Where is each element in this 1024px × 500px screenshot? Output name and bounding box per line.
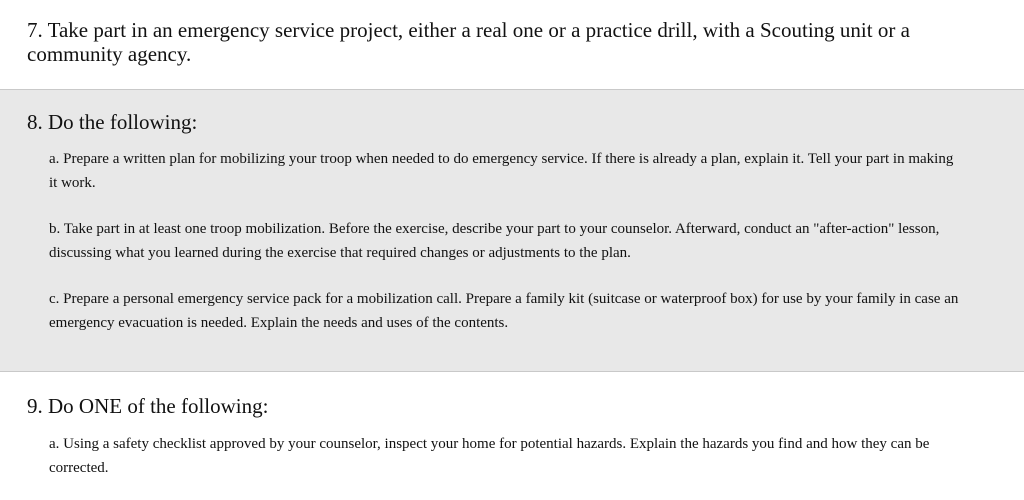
requirement-7-text: 7. Take part in an emergency service project, either a real one or a practice drill, with a Scouting unit or a community agency. xyxy=(27,18,910,66)
requirement-8-title: 8. Do the following: xyxy=(27,110,198,134)
requirement-8c: c. Prepare a personal emergency service pack for a mobilization call. Prepare a family kit (suitcase or waterproof box) for use by your family in case an emergency evacuation is needed. Explain the needs and uses of the contents. xyxy=(49,291,959,331)
requirement-9-title: 9. Do ONE of the following: xyxy=(27,394,269,418)
requirement-9a: a. Using a safety checklist approved by your counselor, inspect your home for potential hazards. Explain the hazards you find and how they can be corrected. xyxy=(49,436,930,476)
requirement-8a: a. Prepare a written plan for mobilizing your troop when needed to do emergency service. If there is already a plan, explain it. Tell your part in making it work. xyxy=(49,151,954,191)
requirement-9 xyxy=(0,372,1024,500)
requirement-7 xyxy=(0,0,1024,90)
requirement-8b: b. Take part in at least one troop mobilization. Before the exercise, describe your part to your counselor. Afterward, conduct an "after-action" lesson, discussing what you learned during the exercise that required changes or adjustments to the plan. xyxy=(49,221,940,261)
requirement-8 xyxy=(0,90,1024,372)
